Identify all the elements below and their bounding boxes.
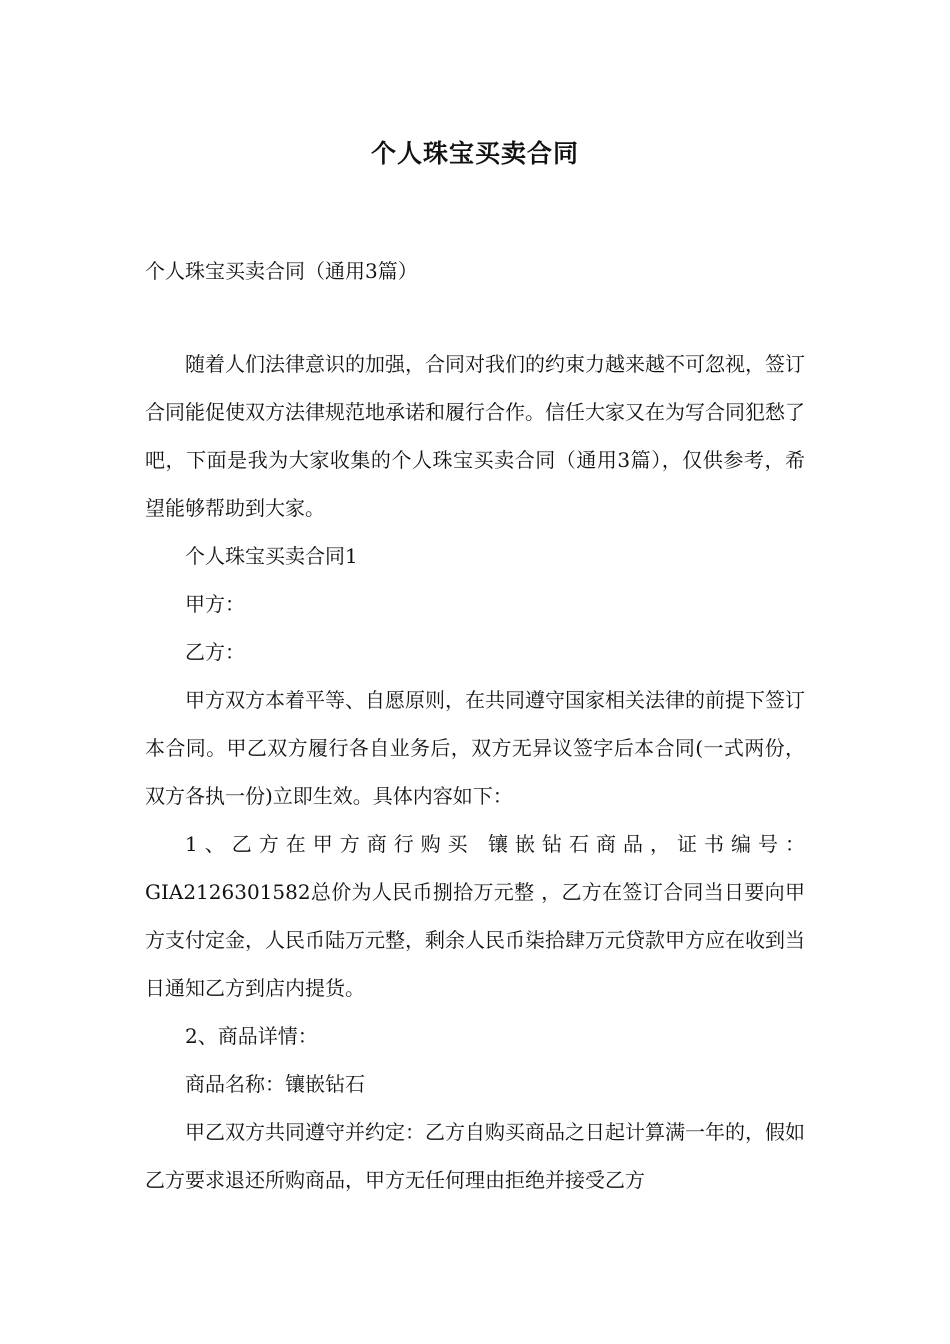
paragraph-clause-2: 2、商品详情： — [185, 1024, 318, 1048]
paragraph-preamble: 甲方双方本着平等、自愿原则，在共同遵守国家相关法律的前提下签订本合同。甲乙双方履行各自业务后，双方无异议签字后本合同(一式两份，双方各执一份)立即生效。具体内容如下： — [145, 688, 805, 808]
paragraph-party-b: 乙方： — [185, 640, 245, 664]
paragraph-intro: 随着人们法律意识的加强，合同对我们的约束力越来越不可忽视，签订合同能促使双方法律规范地承诺和履行合作。信任大家又在为写合同犯愁了吧，下面是我为大家收集的个人珠宝买卖合同（通用3篇），仅供参考，希望能够帮助到大家。 — [145, 352, 805, 520]
paragraph-agreement: 甲乙双方共同遵守并约定：乙方自购买商品之日起计算满一年的，假如乙方要求退还所购商品，甲方无任何理由拒绝并接受乙方 — [145, 1120, 805, 1192]
paragraph-contract-heading: 个人珠宝买卖合同1 — [185, 544, 358, 568]
document-body — [145, 340, 805, 1204]
paragraph-product-name: 商品名称：镶嵌钻石 — [185, 1072, 365, 1096]
paragraph-party-a: 甲方： — [185, 592, 245, 616]
paragraph-clause-1: 1、乙方在甲方商行购买 镶嵌钻石商品，证书编号：GIA2126301582总价为人民币捌拾万元整 ，乙方在签订合同当日要向甲方支付定金，人民币陆万元整，剩余人民币柒拾肆万元贷款甲方应在收到当日通知乙方到店内提货。 — [145, 832, 805, 1000]
document-subtitle: 个人珠宝买卖合同（通用3篇） — [145, 259, 418, 283]
document-title: 个人珠宝买卖合同 — [370, 139, 579, 168]
